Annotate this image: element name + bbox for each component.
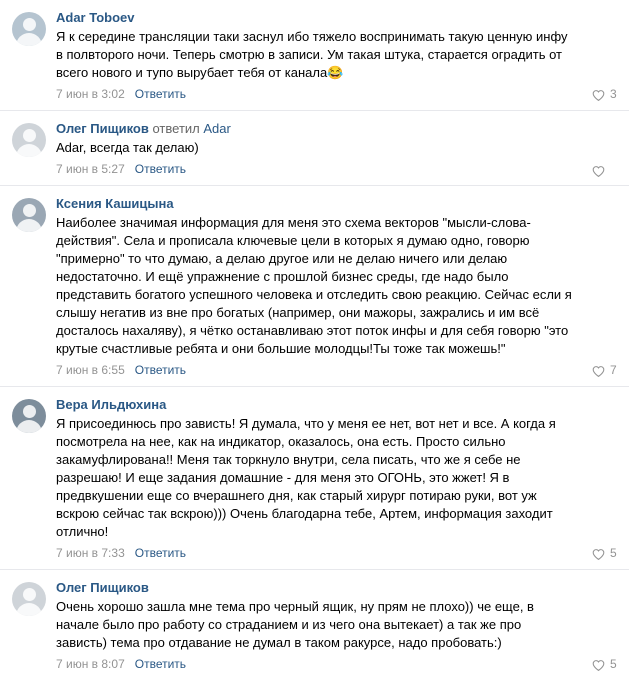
avatar-wrap (12, 196, 46, 378)
heart-icon (592, 165, 605, 178)
comment-text: Adar, всегда так делаю) (56, 140, 199, 155)
comment-author[interactable]: Олег Пищиков (56, 580, 149, 595)
avatar-face-icon (23, 204, 36, 217)
avatar-wrap (12, 121, 46, 177)
avatar-face-icon (23, 588, 36, 601)
comment-item (0, 387, 629, 570)
like-count: 5 (610, 657, 617, 671)
comment-body (56, 10, 617, 102)
like-block[interactable] (592, 164, 617, 177)
avatar-wrap (12, 580, 46, 672)
comment-header (56, 121, 573, 137)
avatar-body-icon (16, 420, 42, 433)
comment-body (56, 196, 617, 378)
heart-icon (592, 89, 605, 102)
comment-meta (56, 161, 573, 177)
avatar-body-icon (16, 219, 42, 232)
comment-item (0, 111, 629, 186)
avatar-face-icon (23, 405, 36, 418)
heart-icon (592, 548, 605, 561)
reply-button[interactable]: Ответить (134, 657, 187, 671)
avatar-face-icon (23, 18, 36, 31)
comment-meta (56, 86, 573, 102)
comment-meta (56, 545, 573, 561)
avatar[interactable] (12, 198, 46, 232)
comment-text: Очень хорошо зашла мне тема про черный ящик, ну прям не плохо)) че еще, в начале было про работу со страданием и из чего она вытекает) а так же про зависть) тема про отдавание не думал в таком ракурсе, надо пробовать:) (56, 599, 534, 650)
comment-item (0, 186, 629, 387)
comment-date: 7 июн в 5:27 (56, 162, 125, 176)
comment-body (56, 580, 617, 672)
reply-prefix: ответил (152, 121, 200, 136)
comment-text: Я к середине трансляции таки заснул ибо тяжело воспринимать такую ценную инфу в полвторого ночи. Теперь смотрю в записи. Ум такая штука, старается оградить от всего нового и тупо вырубает тебя от канала😂 (56, 29, 568, 80)
comment-author[interactable]: Ксения Кашицына (56, 196, 174, 211)
comment-body (56, 397, 617, 561)
comment-author[interactable]: Adar Toboev (56, 10, 135, 25)
comment-header (56, 397, 573, 413)
comment-text: Наиболее значимая информация для меня это схема векторов "мысли-слова-действия". Села и прописала ключевые цели в которых я думаю одно, говорю "примерно" то что думаю, а делаю другое или не делаю ничего или делаю недостаточно. И ещё упражнение с прошлой бизнес среды, где надо было представить богатого успешного человека и отследить свою реакцию. Сейчас если я слышу негатив из вне про богатых (например, они мажоры, зажрались и им всё досталось нахаляву), я чётко останавливаю этот поток инфы и для себя говорю "это крутые счастливые ребята и они большие молодцы!Ты тоже так можешь!" (56, 215, 572, 356)
avatar-wrap (12, 397, 46, 561)
comment-header (56, 10, 573, 26)
comment-text: Я присоединюсь про зависть! Я думала, что у меня ее нет, вот нет и все. А когда я посмотрела на нее, как на индикатор, оказалось, она есть. Просто сильно закамуфлирована!! Меня так торкнуло внутри, села писать, что же я себе не разрешаю! И еще задания домашние - для меня это ОГОНЬ, это жжет! Я в предвкушении еще со вчерашнего дня, как старый хирург потираю руки, вот уж вскрою сейчас так вскрою))) Очень благодарна тебе, Артем, информация заходит отлично! (56, 416, 556, 539)
avatar-body-icon (16, 144, 42, 157)
reply-to-label (152, 121, 230, 136)
comment-header (56, 196, 573, 212)
comment-date: 7 июн в 8:07 (56, 657, 125, 671)
like-count: 5 (610, 546, 617, 560)
comment-date: 7 июн в 6:55 (56, 363, 125, 377)
like-block[interactable] (592, 362, 617, 378)
comment-meta (56, 362, 573, 378)
comment-meta (56, 656, 573, 672)
reply-button[interactable]: Ответить (134, 162, 187, 176)
heart-icon (592, 365, 605, 378)
comment-header (56, 580, 573, 596)
avatar-body-icon (16, 33, 42, 46)
reply-button[interactable]: Ответить (134, 363, 187, 377)
comment-date: 7 июн в 3:02 (56, 87, 125, 101)
avatar[interactable] (12, 12, 46, 46)
comment-author[interactable]: Вера Ильдюхина (56, 397, 167, 412)
like-block[interactable] (592, 86, 617, 102)
comment-date: 7 июн в 7:33 (56, 546, 125, 560)
comment-body (56, 121, 617, 177)
reply-button[interactable]: Ответить (134, 546, 187, 560)
heart-icon (592, 659, 605, 672)
reply-button[interactable]: Ответить (134, 87, 187, 101)
avatar[interactable] (12, 123, 46, 157)
like-block[interactable] (592, 656, 617, 672)
avatar-wrap (12, 10, 46, 102)
avatar[interactable] (12, 582, 46, 616)
reply-target-name[interactable]: Adar (203, 121, 231, 136)
avatar[interactable] (12, 399, 46, 433)
comment-author[interactable]: Олег Пищиков (56, 121, 149, 136)
like-block[interactable] (592, 545, 617, 561)
avatar-face-icon (23, 129, 36, 142)
comment-item (0, 570, 629, 680)
like-count: 7 (610, 363, 617, 377)
avatar-body-icon (16, 603, 42, 616)
like-count: 3 (610, 87, 617, 101)
comment-item (0, 0, 629, 111)
